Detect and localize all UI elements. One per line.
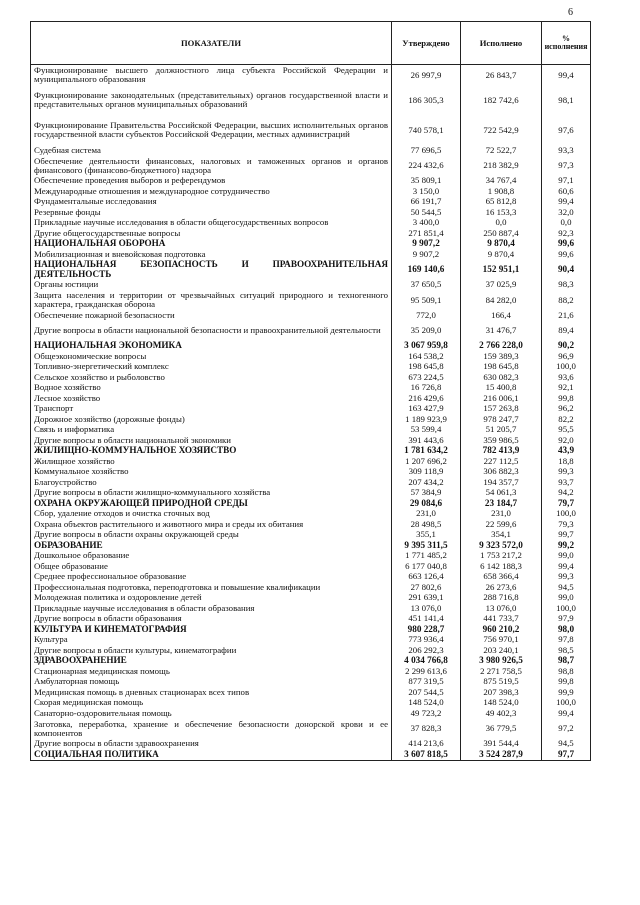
table-row: [31, 739, 591, 750]
row-name: Судебная система: [31, 145, 392, 156]
table-row: [31, 290, 591, 310]
table-row: [31, 719, 591, 739]
row-executed: 26 273,6: [461, 582, 542, 593]
row-name: Сельское хозяйство и рыболовство: [31, 372, 392, 383]
row-percent: 92,0: [542, 435, 591, 446]
row-executed: 34 767,4: [461, 176, 542, 187]
row-approved: 6 177 040,8: [392, 561, 461, 572]
table-row: [31, 677, 591, 688]
row-percent: 100,0: [542, 698, 591, 709]
row-executed: 441 733,7: [461, 614, 542, 625]
row-percent: 93,7: [542, 477, 591, 488]
row-approved: 663 126,4: [392, 572, 461, 583]
row-name: Другие вопросы в области здравоохранения: [31, 739, 392, 750]
row-name: Жилищное хозяйство: [31, 456, 392, 467]
row-name: НАЦИОНАЛЬНАЯ ОБОРОНА: [31, 239, 392, 250]
table-row: [31, 321, 591, 341]
row-percent: 90,4: [542, 260, 591, 280]
row-executed: 159 389,3: [461, 351, 542, 362]
row-percent: 97,7: [542, 749, 591, 760]
section-row: [31, 749, 591, 760]
table-row: [31, 687, 591, 698]
row-executed: 6 142 188,3: [461, 561, 542, 572]
row-approved: 772,0: [392, 310, 461, 321]
row-percent: 92,3: [542, 228, 591, 239]
row-executed: 978 247,7: [461, 414, 542, 425]
row-percent: 99,7: [542, 530, 591, 541]
row-name: Общеэкономические вопросы: [31, 351, 392, 362]
row-percent: 97,3: [542, 156, 591, 176]
row-name: Связь и информатика: [31, 425, 392, 436]
table-row: [31, 65, 591, 86]
row-percent: 99,4: [542, 561, 591, 572]
row-executed: 3 524 287,9: [461, 749, 542, 760]
row-executed: 1 753 217,2: [461, 551, 542, 562]
row-name: Дошкольное образование: [31, 551, 392, 562]
row-approved: 95 509,1: [392, 290, 461, 310]
table-row: [31, 176, 591, 187]
row-name: Медицинская помощь в дневных стационарах всех типов: [31, 687, 392, 698]
table-row: [31, 698, 591, 709]
row-percent: 79,3: [542, 519, 591, 530]
table-row: [31, 467, 591, 478]
section-row: [31, 498, 591, 509]
row-approved: 877 319,5: [392, 677, 461, 688]
row-executed: 218 382,9: [461, 156, 542, 176]
row-approved: 216 429,6: [392, 393, 461, 404]
row-percent: 94,2: [542, 488, 591, 499]
row-name: Культура: [31, 635, 392, 646]
table-row: [31, 551, 591, 562]
row-executed: 2 766 228,0: [461, 341, 542, 352]
row-executed: 756 970,1: [461, 635, 542, 646]
row-name: Резервные фонды: [31, 207, 392, 218]
row-percent: 97,8: [542, 635, 591, 646]
table-row: [31, 372, 591, 383]
row-executed: 152 951,1: [461, 260, 542, 280]
row-percent: 79,7: [542, 498, 591, 509]
table-row: [31, 197, 591, 208]
table-header-row: [31, 22, 591, 65]
row-approved: 1 771 485,2: [392, 551, 461, 562]
table-row: [31, 156, 591, 176]
row-approved: 28 498,5: [392, 519, 461, 530]
row-executed: 9 323 572,0: [461, 540, 542, 551]
row-approved: 224 432,6: [392, 156, 461, 176]
row-percent: 99,0: [542, 593, 591, 604]
row-percent: 96,2: [542, 404, 591, 415]
row-name: Общее образование: [31, 561, 392, 572]
table-row: [31, 635, 591, 646]
row-approved: 164 538,2: [392, 351, 461, 362]
section-row: [31, 540, 591, 551]
section-row: [31, 239, 591, 250]
row-approved: 186 305,3: [392, 85, 461, 115]
row-name: ОХРАНА ОКРУЖАЮЩЕЙ ПРИРОДНОЙ СРЕДЫ: [31, 498, 392, 509]
row-name: Транспорт: [31, 404, 392, 415]
row-percent: 100,0: [542, 603, 591, 614]
table-row: [31, 351, 591, 362]
row-percent: 89,4: [542, 321, 591, 341]
row-name: Профессиональная подготовка, переподготовка и повышение квалификации: [31, 582, 392, 593]
row-name: ЖИЛИЩНО-КОММУНАЛЬНОЕ ХОЗЯЙСТВО: [31, 446, 392, 457]
table-row: [31, 435, 591, 446]
table-row: [31, 425, 591, 436]
row-name: Благоустройство: [31, 477, 392, 488]
row-approved: 57 384,9: [392, 488, 461, 499]
row-name: Молодежная политика и оздоровление детей: [31, 593, 392, 604]
row-name: Коммунальное хозяйство: [31, 467, 392, 478]
row-percent: 95,5: [542, 425, 591, 436]
row-approved: 35 209,0: [392, 321, 461, 341]
row-approved: 3 607 818,5: [392, 749, 461, 760]
row-percent: 60,6: [542, 186, 591, 197]
table-row: [31, 249, 591, 260]
row-executed: 630 082,3: [461, 372, 542, 383]
row-approved: 1 781 634,2: [392, 446, 461, 457]
row-percent: 98,5: [542, 645, 591, 656]
row-percent: 0,0: [542, 218, 591, 229]
row-executed: 0,0: [461, 218, 542, 229]
row-percent: 99,4: [542, 65, 591, 86]
row-name: Охрана объектов растительного и животного мира и среды их обитания: [31, 519, 392, 530]
row-approved: 77 696,5: [392, 145, 461, 156]
row-name: Другие вопросы в области национальной безопасности и правоохранительной деятельности: [31, 321, 392, 341]
table-row: [31, 593, 591, 604]
row-approved: 35 809,1: [392, 176, 461, 187]
row-executed: 31 476,7: [461, 321, 542, 341]
row-approved: 49 723,2: [392, 708, 461, 719]
row-approved: 198 645,8: [392, 362, 461, 373]
row-approved: 207 434,2: [392, 477, 461, 488]
row-executed: 203 240,1: [461, 645, 542, 656]
row-percent: 99,4: [542, 708, 591, 719]
row-approved: 980 228,7: [392, 624, 461, 635]
table-row: [31, 530, 591, 541]
row-approved: 3 067 959,8: [392, 341, 461, 352]
table-row: [31, 280, 591, 291]
row-executed: 354,1: [461, 530, 542, 541]
row-approved: 206 292,3: [392, 645, 461, 656]
row-executed: 198 645,8: [461, 362, 542, 373]
row-percent: 97,2: [542, 719, 591, 739]
row-percent: 99,2: [542, 540, 591, 551]
row-executed: 166,4: [461, 310, 542, 321]
row-executed: 306 882,3: [461, 467, 542, 478]
row-name: Водное хозяйство: [31, 383, 392, 394]
row-name: Мобилизационная и вневойсковая подготовка: [31, 249, 392, 260]
header-percent: % исполнения: [542, 22, 591, 65]
row-percent: 96,9: [542, 351, 591, 362]
row-name: Стационарная медицинская помощь: [31, 666, 392, 677]
row-name: Прикладные научные исследования в области образования: [31, 603, 392, 614]
row-approved: 13 076,0: [392, 603, 461, 614]
table-row: [31, 115, 591, 145]
row-name: Другие вопросы в области культуры, кинематографии: [31, 645, 392, 656]
row-name: Функционирование высшего должностного лица субъекта Российской Федерации и муниципального образования: [31, 65, 392, 86]
table-row: [31, 383, 591, 394]
row-name: Другие вопросы в области образования: [31, 614, 392, 625]
table-row: [31, 572, 591, 583]
row-percent: 97,1: [542, 176, 591, 187]
table-row: [31, 414, 591, 425]
row-executed: 36 779,5: [461, 719, 542, 739]
row-executed: 207 398,3: [461, 687, 542, 698]
header-indicators: ПОКАЗАТЕЛИ: [31, 22, 392, 65]
row-approved: 37 650,5: [392, 280, 461, 291]
row-percent: 21,6: [542, 310, 591, 321]
budget-execution-table: [30, 21, 591, 761]
row-executed: 391 544,4: [461, 739, 542, 750]
row-name: Другие общегосударственные вопросы: [31, 228, 392, 239]
row-percent: 98,7: [542, 656, 591, 667]
row-name: Другие вопросы в области жилищно-коммунального хозяйства: [31, 488, 392, 499]
row-percent: 99,6: [542, 249, 591, 260]
row-percent: 90,2: [542, 341, 591, 352]
row-name: Органы юстиции: [31, 280, 392, 291]
row-name: КУЛЬТУРА И КИНЕМАТОГРАФИЯ: [31, 624, 392, 635]
row-executed: 9 870,4: [461, 239, 542, 250]
table-row: [31, 561, 591, 572]
row-percent: 99,9: [542, 687, 591, 698]
table-row: [31, 186, 591, 197]
table-row: [31, 614, 591, 625]
row-name: ЗДРАВООХРАНЕНИЕ: [31, 656, 392, 667]
row-approved: 3 400,0: [392, 218, 461, 229]
row-approved: 50 544,5: [392, 207, 461, 218]
row-percent: 100,0: [542, 509, 591, 520]
row-approved: 391 443,6: [392, 435, 461, 446]
row-percent: 99,3: [542, 467, 591, 478]
table-row: [31, 310, 591, 321]
row-percent: 98,0: [542, 624, 591, 635]
row-executed: 231,0: [461, 509, 542, 520]
row-name: Прикладные научные исследования в области общегосударственных вопросов: [31, 218, 392, 229]
row-executed: 23 184,7: [461, 498, 542, 509]
row-approved: 26 997,9: [392, 65, 461, 86]
table-row: [31, 666, 591, 677]
row-executed: 194 357,7: [461, 477, 542, 488]
row-executed: 54 061,3: [461, 488, 542, 499]
row-percent: 93,3: [542, 145, 591, 156]
row-name: Защита населения и территории от чрезвычайных ситуаций природного и техногенного характера, гражданская оборона: [31, 290, 392, 310]
row-percent: 98,8: [542, 666, 591, 677]
row-percent: 97,9: [542, 614, 591, 625]
table-row: [31, 393, 591, 404]
table-row: [31, 456, 591, 467]
header-executed: Исполнено: [461, 22, 542, 65]
table-row: [31, 404, 591, 415]
row-name: Дорожное хозяйство (дорожные фонды): [31, 414, 392, 425]
row-executed: 3 980 926,5: [461, 656, 542, 667]
row-executed: 51 205,7: [461, 425, 542, 436]
row-name: Скорая медицинская помощь: [31, 698, 392, 709]
row-approved: 1 207 696,2: [392, 456, 461, 467]
table-row: [31, 362, 591, 373]
table-row: [31, 509, 591, 520]
row-executed: 16 153,3: [461, 207, 542, 218]
table-row: [31, 708, 591, 719]
table-row: [31, 645, 591, 656]
row-percent: 43,9: [542, 446, 591, 457]
row-executed: 65 812,8: [461, 197, 542, 208]
row-approved: 414 213,6: [392, 739, 461, 750]
row-approved: 163 427,9: [392, 404, 461, 415]
row-name: НАЦИОНАЛЬНАЯ БЕЗОПАСНОСТЬ И ПРАВООХРАНИТЕЛЬНАЯ ДЕЯТЕЛЬНОСТЬ: [31, 260, 392, 280]
row-approved: 355,1: [392, 530, 461, 541]
row-approved: 169 140,6: [392, 260, 461, 280]
table-row: [31, 477, 591, 488]
row-approved: 309 118,9: [392, 467, 461, 478]
table-row: [31, 582, 591, 593]
table-body: [31, 65, 591, 761]
row-approved: 16 726,8: [392, 383, 461, 394]
row-name: Международные отношения и международное сотрудничество: [31, 186, 392, 197]
row-executed: 9 870,4: [461, 249, 542, 260]
row-name: ОБРАЗОВАНИЕ: [31, 540, 392, 551]
row-executed: 875 519,5: [461, 677, 542, 688]
row-approved: 66 191,7: [392, 197, 461, 208]
row-executed: 22 599,6: [461, 519, 542, 530]
row-name: СОЦИАЛЬНАЯ ПОЛИТИКА: [31, 749, 392, 760]
row-name: Санаторно-оздоровительная помощь: [31, 708, 392, 719]
table-row: [31, 228, 591, 239]
row-executed: 13 076,0: [461, 603, 542, 614]
section-row: [31, 341, 591, 352]
row-name: Функционирование Правительства Российской Федерации, высших исполнительных органов государственной власти субъектов Российской Федерации, местных администраций: [31, 115, 392, 145]
row-approved: 9 907,2: [392, 239, 461, 250]
row-name: Заготовка, переработка, хранение и обеспечение безопасности донорской крови и ее компонентов: [31, 719, 392, 739]
row-percent: 18,8: [542, 456, 591, 467]
row-executed: 72 522,7: [461, 145, 542, 156]
row-percent: 99,8: [542, 393, 591, 404]
row-name: НАЦИОНАЛЬНАЯ ЭКОНОМИКА: [31, 341, 392, 352]
row-approved: 740 578,1: [392, 115, 461, 145]
row-percent: 99,6: [542, 239, 591, 250]
row-name: Фундаментальные исследования: [31, 197, 392, 208]
row-approved: 148 524,0: [392, 698, 461, 709]
row-executed: 15 400,8: [461, 383, 542, 394]
row-approved: 673 224,5: [392, 372, 461, 383]
row-approved: 3 150,0: [392, 186, 461, 197]
row-executed: 960 210,2: [461, 624, 542, 635]
row-approved: 29 084,6: [392, 498, 461, 509]
row-name: Сбор, удаление отходов и очистка сточных вод: [31, 509, 392, 520]
section-row: [31, 624, 591, 635]
page-number: 6: [568, 7, 573, 18]
table-row: [31, 85, 591, 115]
row-executed: 359 986,5: [461, 435, 542, 446]
row-executed: 658 366,4: [461, 572, 542, 583]
row-executed: 250 887,4: [461, 228, 542, 239]
table-row: [31, 218, 591, 229]
section-row: [31, 656, 591, 667]
row-executed: 37 025,9: [461, 280, 542, 291]
row-name: Обеспечение проведения выборов и референдумов: [31, 176, 392, 187]
row-executed: 288 716,8: [461, 593, 542, 604]
row-executed: 49 402,3: [461, 708, 542, 719]
row-approved: 271 851,4: [392, 228, 461, 239]
row-percent: 99,3: [542, 572, 591, 583]
row-approved: 2 299 613,6: [392, 666, 461, 677]
row-executed: 26 843,7: [461, 65, 542, 86]
row-name: Другие вопросы в области национальной экономики: [31, 435, 392, 446]
row-percent: 94,5: [542, 739, 591, 750]
row-percent: 98,1: [542, 85, 591, 115]
row-percent: 32,0: [542, 207, 591, 218]
table-row: [31, 207, 591, 218]
row-executed: 227 112,5: [461, 456, 542, 467]
row-name: Лесное хозяйство: [31, 393, 392, 404]
row-percent: 92,1: [542, 383, 591, 394]
row-executed: 216 006,1: [461, 393, 542, 404]
row-name: Другие вопросы в области охраны окружающей среды: [31, 530, 392, 541]
row-executed: 148 524,0: [461, 698, 542, 709]
row-approved: 207 544,5: [392, 687, 461, 698]
section-row: [31, 446, 591, 457]
row-executed: 1 908,8: [461, 186, 542, 197]
row-approved: 773 936,4: [392, 635, 461, 646]
row-approved: 451 141,4: [392, 614, 461, 625]
section-row: [31, 260, 591, 280]
row-approved: 231,0: [392, 509, 461, 520]
row-approved: 9 395 311,5: [392, 540, 461, 551]
table-row: [31, 603, 591, 614]
row-approved: 291 639,1: [392, 593, 461, 604]
row-approved: 9 907,2: [392, 249, 461, 260]
row-percent: 98,3: [542, 280, 591, 291]
header-approved: Утверждено: [392, 22, 461, 65]
row-percent: 99,0: [542, 551, 591, 562]
row-name: Амбулаторная помощь: [31, 677, 392, 688]
row-percent: 82,2: [542, 414, 591, 425]
row-name: Топливно-энергетический комплекс: [31, 362, 392, 373]
row-percent: 94,5: [542, 582, 591, 593]
row-approved: 27 802,6: [392, 582, 461, 593]
row-percent: 100,0: [542, 362, 591, 373]
table-row: [31, 519, 591, 530]
table-row: [31, 488, 591, 499]
row-executed: 722 542,9: [461, 115, 542, 145]
row-name: Обеспечение деятельности финансовых, налоговых и таможенных органов и органов финансового (финансово-бюджетного) надзора: [31, 156, 392, 176]
row-approved: 53 599,4: [392, 425, 461, 436]
row-percent: 93,6: [542, 372, 591, 383]
row-name: Функционирование законодательных (представительных) органов государственной власти и представительных органов муниципальных образований: [31, 85, 392, 115]
row-executed: 2 271 758,5: [461, 666, 542, 677]
row-approved: 1 189 923,9: [392, 414, 461, 425]
row-executed: 157 263,8: [461, 404, 542, 415]
row-executed: 182 742,6: [461, 85, 542, 115]
row-percent: 97,6: [542, 115, 591, 145]
row-percent: 88,2: [542, 290, 591, 310]
row-executed: 84 282,0: [461, 290, 542, 310]
row-approved: 37 828,3: [392, 719, 461, 739]
row-name: Среднее профессиональное образование: [31, 572, 392, 583]
row-name: Обеспечение пожарной безопасности: [31, 310, 392, 321]
row-approved: 4 034 766,8: [392, 656, 461, 667]
row-percent: 99,8: [542, 677, 591, 688]
row-executed: 782 413,9: [461, 446, 542, 457]
row-percent: 99,4: [542, 197, 591, 208]
table-row: [31, 145, 591, 156]
